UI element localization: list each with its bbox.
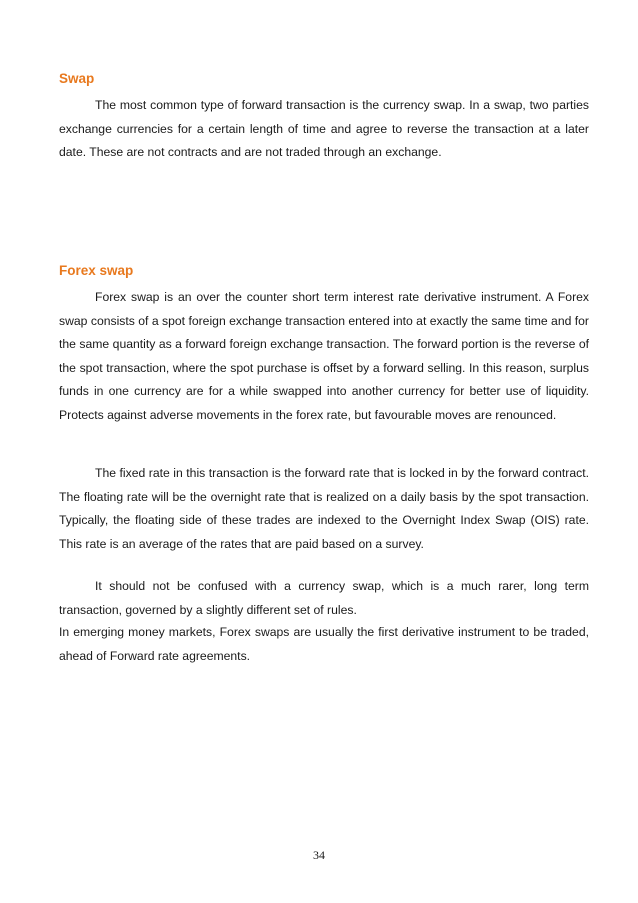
paragraph-emerging-markets: In emerging money markets, Forex swaps are usually the first derivative instrument to be traded, ahead of Forward rate agreements.	[59, 625, 589, 663]
paragraph-fixed-rate: The fixed rate in this transaction is the forward rate that is locked in by the forward contract. The floating rate will be the overnight rate that is realized on a daily basis by the spot transaction. Typically, the floating side of these trades are indexed to the Overnight Index Swap (OIS) rate. This rate is an average of the rates that are paid based on a survey.	[59, 466, 589, 551]
paragraph-forex-swap-definition: Forex swap is an over the counter short term interest rate derivative instrument. A Forex swap consists of a spot foreign exchange transaction entered into at exactly the same time and for the same quantity as a forward foreign exchange transaction. The forward portion is the reverse of the spot transaction, where the spot purchase is offset by a forward selling. In this reason, surplus funds in one currency are for a while swapped into another currency for better use of liquidity. Protects against adverse movements in the forex rate, but favourable moves are renounced.	[59, 290, 589, 422]
section-heading-swap: Swap	[59, 71, 95, 86]
paragraph-currency-swap-confusion: It should not be confused with a currency swap, which is a much rarer, long term transaction, governed by a slightly different set of rules.	[59, 579, 589, 617]
page-number: 34	[313, 848, 325, 862]
paragraph-swap-definition: The most common type of forward transaction is the currency swap. In a swap, two parties exchange currencies for a certain length of time and agree to reverse the transaction at a later date. These are not contracts and are not traded through an exchange.	[59, 98, 589, 159]
section-heading-forex-swap: Forex swap	[59, 263, 134, 278]
